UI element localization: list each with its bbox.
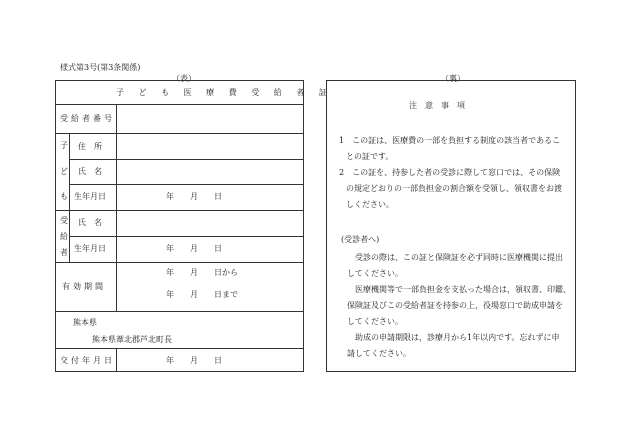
recipient-name-label: 氏 名 [78,218,102,227]
divider [56,104,303,105]
recipient-birthdate-value: 年 月 日 [166,244,222,253]
form-number: 様式第3号(第3条関係) [60,63,141,72]
note-line: してください。 [347,317,403,326]
address-label: 住 所 [78,142,102,151]
note-line: 請してください。 [347,349,411,358]
front-card [55,80,333,372]
back-card [326,80,576,372]
note-line: 助成の申請期限は，診療月から1年以内です。忘れずに申 [355,333,560,342]
divider [69,184,303,185]
child-name-label: 氏 名 [78,167,102,176]
divider [56,262,303,263]
column-divider [69,133,70,262]
divider [56,348,303,349]
note-line: の規定どおりの一部負担金の割合額を受領し、領収書をお渡 [346,184,562,193]
note-line: してください。 [347,269,403,278]
child-birthdate-label: 生年月日 [74,192,106,201]
notes-list [339,133,562,213]
child-group-char: ど [60,167,68,176]
recipient-number-label: 受給者番号 [60,114,115,123]
child-group-char: 子 [60,141,68,150]
column-divider [116,348,117,372]
issuer-prefecture: 熊本県 [73,318,97,327]
divider [69,236,303,237]
child-birthdate-value: 年 月 日 [166,192,222,201]
section-title: (受診者へ) [341,235,380,244]
note-line: 保険証及びこの受給者証を持参の上，役場窓口で助成申請を [347,301,563,310]
recipient-group-char: 給 [60,232,68,241]
recipient-group-char: 者 [60,248,68,257]
valid-until-value: 年 月 日まで [166,290,238,299]
valid-from-value: 年 月 日から [166,268,238,277]
note-line: 2 この証を、持参した者の受診に際して窓口では、その保険 [339,168,561,177]
child-group-char: も [60,192,68,201]
note-line: 受診の際は、この証と保険証を必ず同時に医療機関に提出 [355,253,563,262]
note-line: 医療機関等で一部負担金を支払った場合は，領収書、印鑑、 [355,285,571,294]
column-divider [116,133,117,311]
note-line: しください。 [346,200,394,209]
issue-date-label: 交付年月日 [60,356,115,365]
notes-title: 注 意 事 項 [409,101,465,110]
issuer-name: 熊本県葦北郡芦北町長 [92,335,172,344]
divider [56,133,303,134]
note-line: 1 この証は、医療費の一部を負担する制度の該当者であるこ [339,136,561,145]
recipient-group-char: 受 [60,216,68,225]
note-line: との証です。 [346,152,394,161]
column-divider [116,104,117,133]
divider [56,210,303,211]
divider [69,159,303,160]
recipient-birthdate-label: 生年月日 [74,244,106,253]
back-side-label: （裏） [441,74,465,83]
issue-date-value: 年 月 日 [166,356,222,365]
front-side-label: （表） [172,74,196,83]
divider [56,311,303,312]
valid-period-label: 有効期間 [62,282,106,291]
card-title: 子 ど も 医 療 費 受 給 者 証 [116,88,333,97]
section-notes [347,250,571,362]
